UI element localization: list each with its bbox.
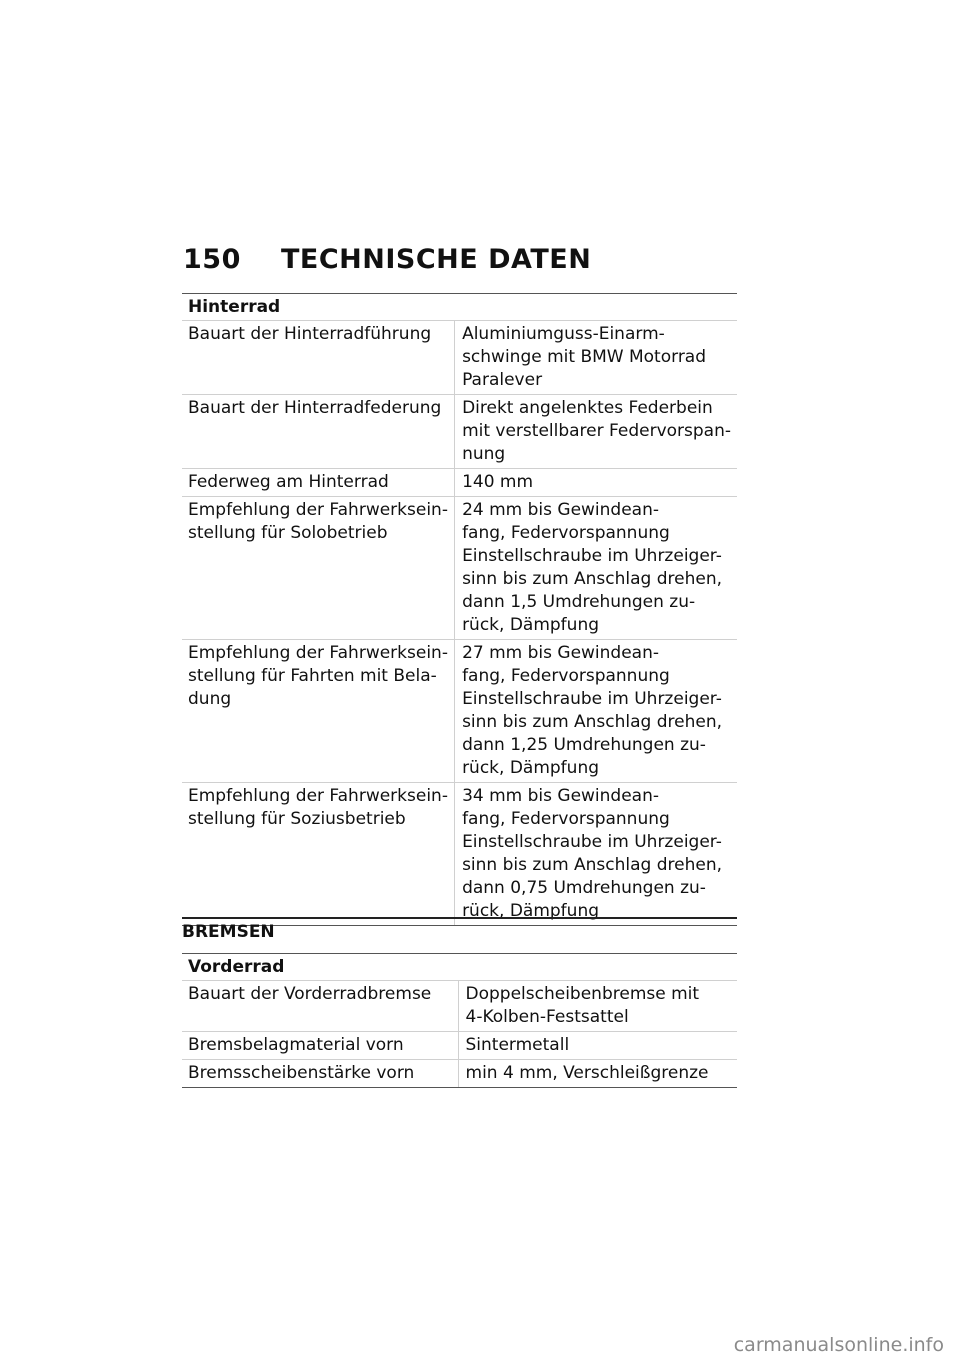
spec-label-line: Bauart der Vorderradbremse [188,984,432,1004]
spec-value [455,469,737,497]
spec-label-line: Empfehlung der Fahrwerksein- [188,786,448,806]
spec-value-line: Paralever [462,370,543,390]
spec-value [458,1032,737,1060]
spec-value-line: Aluminiumguss-Einarm- [462,324,665,344]
spec-value-line: rück, Dämpfung [462,758,600,778]
spec-value [455,640,737,783]
table-row [182,640,737,783]
rear-wheel-section [182,293,737,926]
spec-value-line: dann 1,25 Umdrehungen zu- [462,735,706,755]
spec-value [458,1060,737,1088]
spec-value-line: mit verstellbarer Federvorspan- [462,421,731,441]
spec-value-line: sinn bis zum Anschlag drehen, [462,569,723,589]
spec-label [182,1060,458,1088]
spec-value [455,395,737,469]
spec-value-line: Einstellschraube im Uhrzeiger- [462,832,722,852]
spec-label-line: Empfehlung der Fahrwerksein- [188,500,448,520]
spec-value-line: sinn bis zum Anschlag drehen, [462,712,723,732]
spec-label [182,783,455,926]
spec-value-line: Einstellschraube im Uhrzeiger- [462,689,722,709]
spec-label-line: Federweg am Hinterrad [188,472,389,492]
spec-value [455,783,737,926]
page-header [183,244,743,284]
spec-label-line: dung [188,689,232,709]
brakes-section [182,917,737,1088]
front-wheel-heading: Vorderrad [188,957,285,977]
spec-value-line: fang, Federvorspannung [462,523,670,543]
spec-label-line: stellung für Soziusbetrieb [188,809,406,829]
watermark: carmanualsonline.info [733,1334,944,1356]
spec-label [182,640,455,783]
spec-value-line: schwinge mit BMW Motorrad [462,347,707,367]
spec-value-line: sinn bis zum Anschlag drehen, [462,855,723,875]
spec-value-line: Direkt angelenktes Federbein [462,398,713,418]
table-row [182,981,737,1032]
spec-label-line: Bremsbelagmaterial vorn [188,1035,404,1055]
table-row [182,783,737,926]
spec-label-line: Bauart der Hinterradfederung [188,398,442,418]
spec-label-line: Bauart der Hinterradführung [188,324,432,344]
spec-label-line: stellung für Solobetrieb [188,523,388,543]
table-row [182,497,737,640]
table-row [182,321,737,395]
spec-value-line: Sintermetall [465,1035,570,1055]
rear-wheel-table [182,320,737,926]
spec-value-line: fang, Federvorspannung [462,666,670,686]
spec-label [182,981,458,1032]
spec-value-line: rück, Dämpfung [462,901,600,921]
spec-value [455,321,737,395]
brakes-heading: BREMSEN [182,922,275,942]
spec-value-line: 4-Kolben-Festsattel [465,1007,629,1027]
spec-value-line: fang, Federvorspannung [462,809,670,829]
spec-label [182,321,455,395]
spec-value-line: 27 mm bis Gewindean- [462,643,660,663]
table-row [182,1032,737,1060]
spec-label [182,395,455,469]
spec-value-line: Doppelscheibenbremse mit [465,984,700,1004]
table-row [182,469,737,497]
spec-value [458,981,737,1032]
spec-value-line: 34 mm bis Gewindean- [462,786,660,806]
spec-label-line: Empfehlung der Fahrwerksein- [188,643,448,663]
table-row [182,1060,737,1088]
spec-value-line: nung [462,444,506,464]
spec-value-line: dann 1,5 Umdrehungen zu- [462,592,696,612]
spec-value-line: rück, Dämpfung [462,615,600,635]
table-row [182,395,737,469]
spec-value [455,497,737,640]
spec-label [182,1032,458,1060]
spec-label-line: stellung für Fahrten mit Bela- [188,666,437,686]
spec-value-line: 140 mm [462,472,534,492]
page-title: TECHNISCHE DATEN [281,244,592,275]
spec-value-line: Einstellschraube im Uhrzeiger- [462,546,722,566]
spec-value-line: min 4 mm, Verschleißgrenze [465,1063,709,1083]
page-number: 150 [183,244,241,275]
spec-label-line: Bremsscheibenstärke vorn [188,1063,415,1083]
spec-value-line: 24 mm bis Gewindean- [462,500,660,520]
rear-wheel-heading: Hinterrad [188,297,281,317]
spec-value-line: dann 0,75 Umdrehungen zu- [462,878,706,898]
front-brake-table [182,980,737,1088]
spec-label [182,497,455,640]
spec-label [182,469,455,497]
